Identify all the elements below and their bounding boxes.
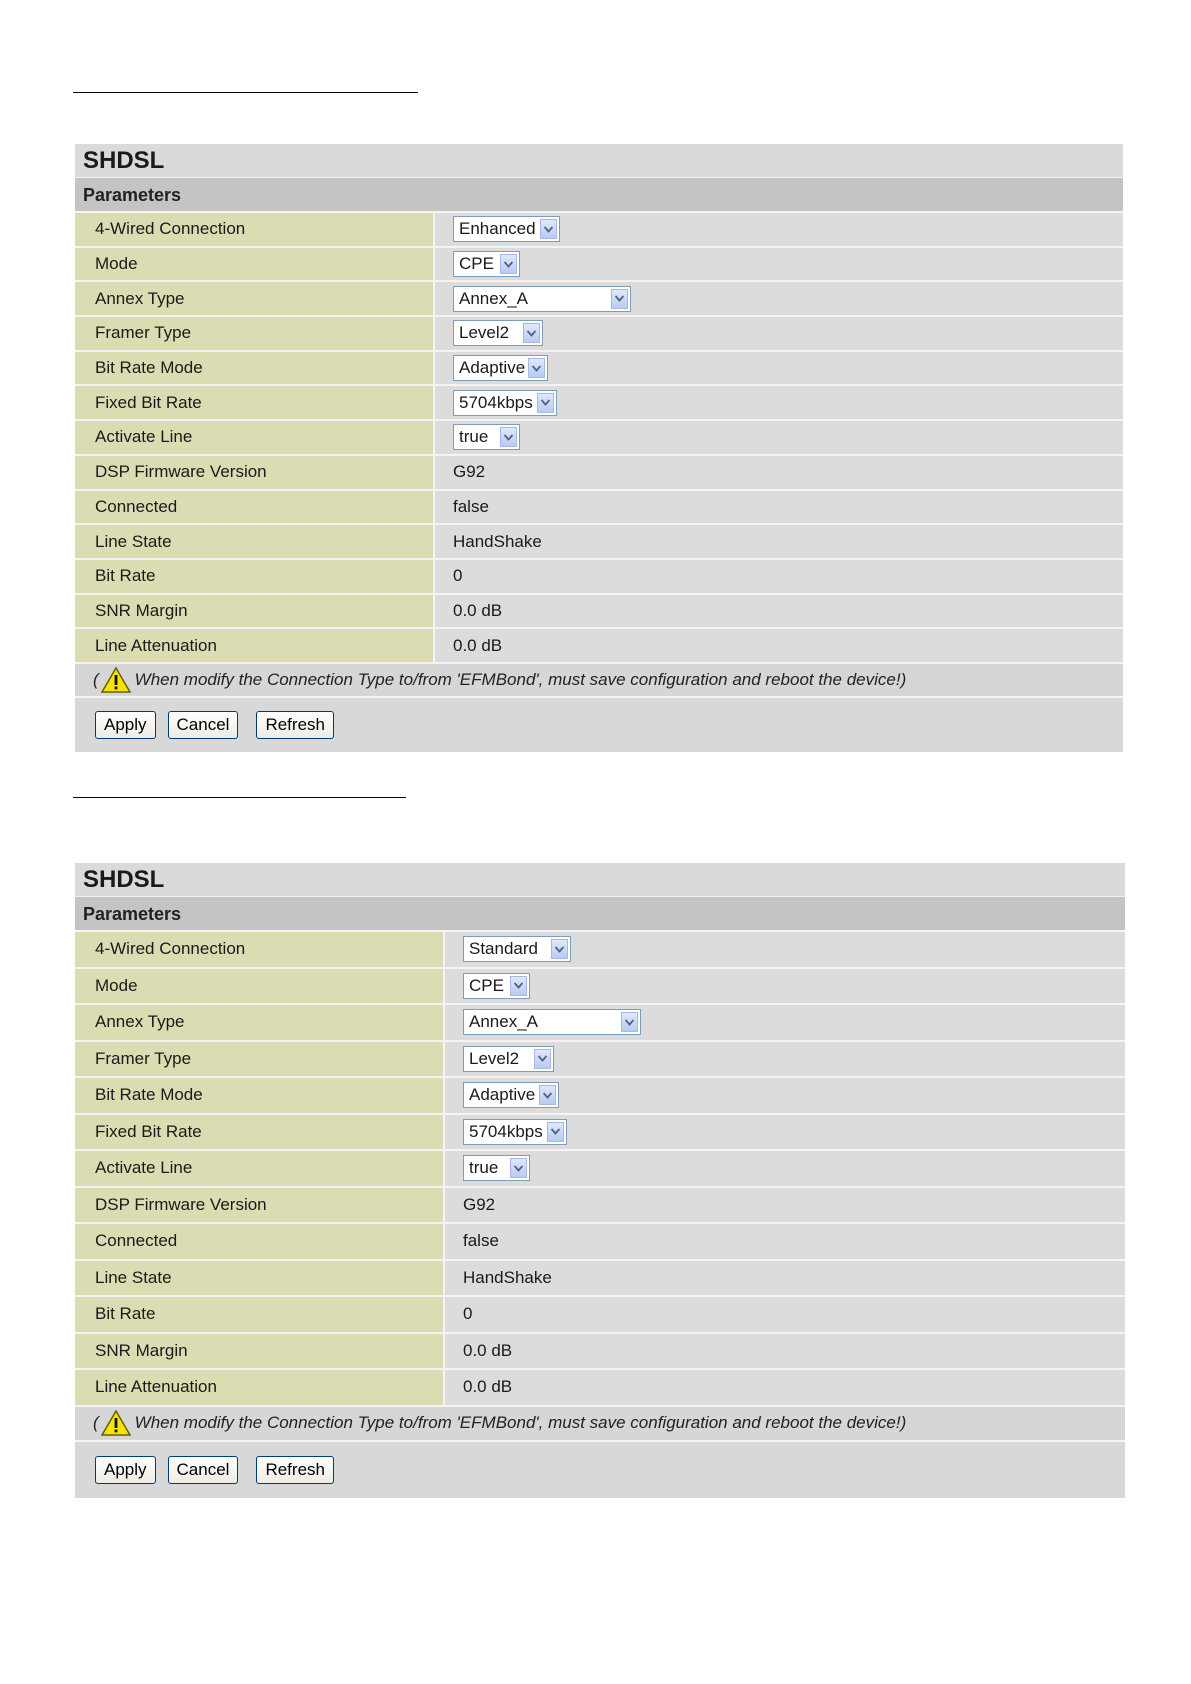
select-value: 5704kbps (459, 392, 533, 412)
apply-button[interactable]: Apply (95, 1456, 156, 1484)
param-value-cell (435, 421, 1123, 454)
param-value-cell (435, 282, 1123, 315)
warning-text: When modify the Connection Type to/from 'EFMBond', must save configuration and reboot the device!) (134, 1413, 907, 1432)
param-value-cell (435, 317, 1123, 350)
select-value: Annex_A (459, 288, 528, 308)
framer-type-select[interactable] (463, 1046, 554, 1072)
bit-rate-mode-select[interactable] (453, 355, 548, 381)
param-label: Line State (75, 525, 435, 558)
reboot-warning-note (75, 1405, 1125, 1440)
param-value-cell (435, 560, 1123, 593)
4-wired-connection-select[interactable] (463, 936, 571, 962)
section-header-parameters: Parameters (75, 897, 1125, 930)
param-label: Activate Line (75, 421, 435, 454)
param-label: Framer Type (75, 1042, 445, 1077)
shdsl-panel-enhanced (75, 144, 1123, 752)
param-value-cell (445, 1078, 1125, 1113)
param-value-cell (435, 456, 1123, 489)
param-row-bit-rate-mode (75, 350, 1123, 385)
snr-margin-value: 0.0 dB (463, 1340, 513, 1360)
line-attenuation-value: 0.0 dB (453, 635, 503, 655)
param-value-cell (435, 248, 1123, 281)
select-value: Level2 (469, 1048, 520, 1068)
param-label: Fixed Bit Rate (75, 386, 435, 419)
param-label: DSP Firmware Version (75, 456, 435, 489)
param-value-cell (445, 1151, 1125, 1186)
param-label: SNR Margin (75, 595, 435, 628)
framer-type-select[interactable] (453, 320, 543, 346)
chevron-down-icon[interactable] (500, 427, 517, 447)
param-label: Annex Type (75, 1005, 445, 1040)
select-value: true (459, 427, 489, 447)
param-label: Connected (75, 491, 435, 524)
param-row-fixed-bit-rate (75, 384, 1123, 419)
param-label: Activate Line (75, 1151, 445, 1186)
chevron-down-icon[interactable] (547, 1122, 564, 1142)
mode-select[interactable] (453, 251, 520, 277)
chevron-down-icon[interactable] (510, 976, 527, 996)
param-label: Bit Rate (75, 1297, 445, 1332)
param-value-cell (445, 1261, 1125, 1296)
select-value: Level2 (459, 323, 510, 343)
param-label: Bit Rate Mode (75, 1078, 445, 1113)
bit-rate-mode-select[interactable] (463, 1082, 559, 1108)
param-label: Framer Type (75, 317, 435, 350)
param-value-cell (445, 969, 1125, 1004)
param-row-connected (75, 489, 1123, 524)
param-label: Bit Rate Mode (75, 352, 435, 385)
chevron-down-icon[interactable] (534, 1049, 551, 1069)
param-row-bit-rate (75, 558, 1123, 593)
param-value-cell (445, 1224, 1125, 1259)
param-label: Annex Type (75, 282, 435, 315)
fixed-bit-rate-select[interactable] (463, 1119, 567, 1145)
param-row-mode (75, 967, 1125, 1004)
activate-line-select[interactable] (453, 424, 520, 450)
param-value-cell (445, 1115, 1125, 1150)
refresh-button[interactable]: Refresh (256, 1456, 334, 1484)
param-value-cell (435, 595, 1123, 628)
button-bar (75, 1440, 1125, 1498)
param-row-dsp-firmware-version (75, 1186, 1125, 1223)
mode-select[interactable] (463, 973, 530, 999)
panel-title: SHDSL (75, 144, 1123, 178)
note-open-paren: ( (93, 1413, 99, 1432)
warning-text: When modify the Connection Type to/from 'EFMBond', must save configuration and reboot the device!) (134, 669, 907, 689)
param-row-framer-type (75, 315, 1123, 350)
select-value: CPE (469, 975, 504, 995)
select-value: CPE (459, 254, 494, 274)
param-label: 4-Wired Connection (75, 932, 445, 967)
param-row-snr-margin (75, 593, 1123, 628)
param-value-cell (445, 1188, 1125, 1223)
4-wired-connection-select[interactable] (453, 216, 560, 242)
param-row-fixed-bit-rate (75, 1113, 1125, 1150)
separator-line-middle (73, 797, 406, 798)
chevron-down-icon[interactable] (500, 254, 517, 274)
select-value: Adaptive (469, 1085, 536, 1105)
param-value-cell (435, 525, 1123, 558)
param-label: Mode (75, 969, 445, 1004)
warning-triangle-icon (99, 667, 135, 693)
param-row-dsp-firmware-version (75, 454, 1123, 489)
reboot-warning-note (75, 662, 1123, 696)
param-value-cell (435, 629, 1123, 662)
note-open-paren: ( (93, 669, 99, 689)
param-label: Line Attenuation (75, 629, 435, 662)
chevron-down-icon[interactable] (537, 393, 554, 413)
param-value-cell (445, 1042, 1125, 1077)
param-value-cell (435, 352, 1123, 385)
param-label: SNR Margin (75, 1334, 445, 1369)
param-value-cell (445, 1334, 1125, 1369)
param-label: Line Attenuation (75, 1370, 445, 1405)
param-row-line-attenuation (75, 1368, 1125, 1405)
bit-rate-value: 0 (463, 1304, 473, 1324)
dsp-firmware-version-value: G92 (453, 462, 486, 482)
param-row-mode (75, 246, 1123, 281)
refresh-button[interactable]: Refresh (256, 711, 334, 739)
shdsl-panel-standard (75, 863, 1125, 1498)
warning-triangle-icon (99, 1410, 135, 1436)
param-value-cell (445, 1370, 1125, 1405)
chevron-down-icon[interactable] (539, 1085, 556, 1105)
chevron-down-icon[interactable] (528, 358, 545, 378)
snr-margin-value: 0.0 dB (453, 600, 503, 620)
annex-type-select[interactable] (463, 1009, 641, 1035)
param-row-4-wired-connection (75, 930, 1125, 967)
cancel-button[interactable]: Cancel (168, 711, 239, 739)
param-value-cell (435, 491, 1123, 524)
param-row-connected (75, 1222, 1125, 1259)
param-row-bit-rate-mode (75, 1076, 1125, 1113)
param-value-cell (445, 1005, 1125, 1040)
select-value: Adaptive (459, 358, 526, 378)
param-label: Fixed Bit Rate (75, 1115, 445, 1150)
annex-type-select[interactable] (453, 286, 631, 312)
param-row-annex-type (75, 1003, 1125, 1040)
line-attenuation-value: 0.0 dB (463, 1377, 513, 1397)
chevron-down-icon[interactable] (523, 323, 540, 343)
param-label: DSP Firmware Version (75, 1188, 445, 1223)
param-row-framer-type (75, 1040, 1125, 1077)
button-bar (75, 696, 1123, 752)
param-value-cell (445, 1297, 1125, 1332)
chevron-down-icon[interactable] (621, 1012, 638, 1032)
dsp-firmware-version-value: G92 (463, 1194, 496, 1214)
param-value-cell (435, 386, 1123, 419)
param-row-4-wired-connection (75, 211, 1123, 246)
connected-value: false (463, 1231, 499, 1251)
separator-line-top (73, 92, 418, 93)
chevron-down-icon[interactable] (611, 289, 628, 309)
apply-button[interactable]: Apply (95, 711, 156, 739)
select-value: true (469, 1158, 499, 1178)
param-row-activate-line (75, 1149, 1125, 1186)
param-label: Line State (75, 1261, 445, 1296)
line-state-value: HandShake (463, 1267, 552, 1287)
select-value: Enhanced (459, 219, 536, 239)
param-row-line-state (75, 1259, 1125, 1296)
param-label: Bit Rate (75, 560, 435, 593)
select-value: 5704kbps (469, 1121, 543, 1141)
chevron-down-icon[interactable] (510, 1158, 527, 1178)
section-header-parameters: Parameters (75, 178, 1123, 211)
select-value: Standard (469, 939, 538, 959)
connected-value: false (453, 496, 489, 516)
fixed-bit-rate-select[interactable] (453, 390, 557, 416)
param-label: 4-Wired Connection (75, 213, 435, 246)
param-label: Mode (75, 248, 435, 281)
param-row-activate-line (75, 419, 1123, 454)
select-value: Annex_A (469, 1012, 538, 1032)
param-row-snr-margin (75, 1332, 1125, 1369)
chevron-down-icon[interactable] (540, 219, 557, 239)
param-value-cell (445, 932, 1125, 967)
line-state-value: HandShake (453, 531, 542, 551)
param-row-line-attenuation (75, 627, 1123, 662)
chevron-down-icon[interactable] (551, 939, 568, 959)
panel-title: SHDSL (75, 863, 1125, 897)
param-row-annex-type (75, 280, 1123, 315)
param-value-cell (435, 213, 1123, 246)
param-row-bit-rate (75, 1295, 1125, 1332)
param-row-line-state (75, 523, 1123, 558)
bit-rate-value: 0 (453, 566, 463, 586)
cancel-button[interactable]: Cancel (168, 1456, 239, 1484)
param-label: Connected (75, 1224, 445, 1259)
activate-line-select[interactable] (463, 1155, 530, 1181)
